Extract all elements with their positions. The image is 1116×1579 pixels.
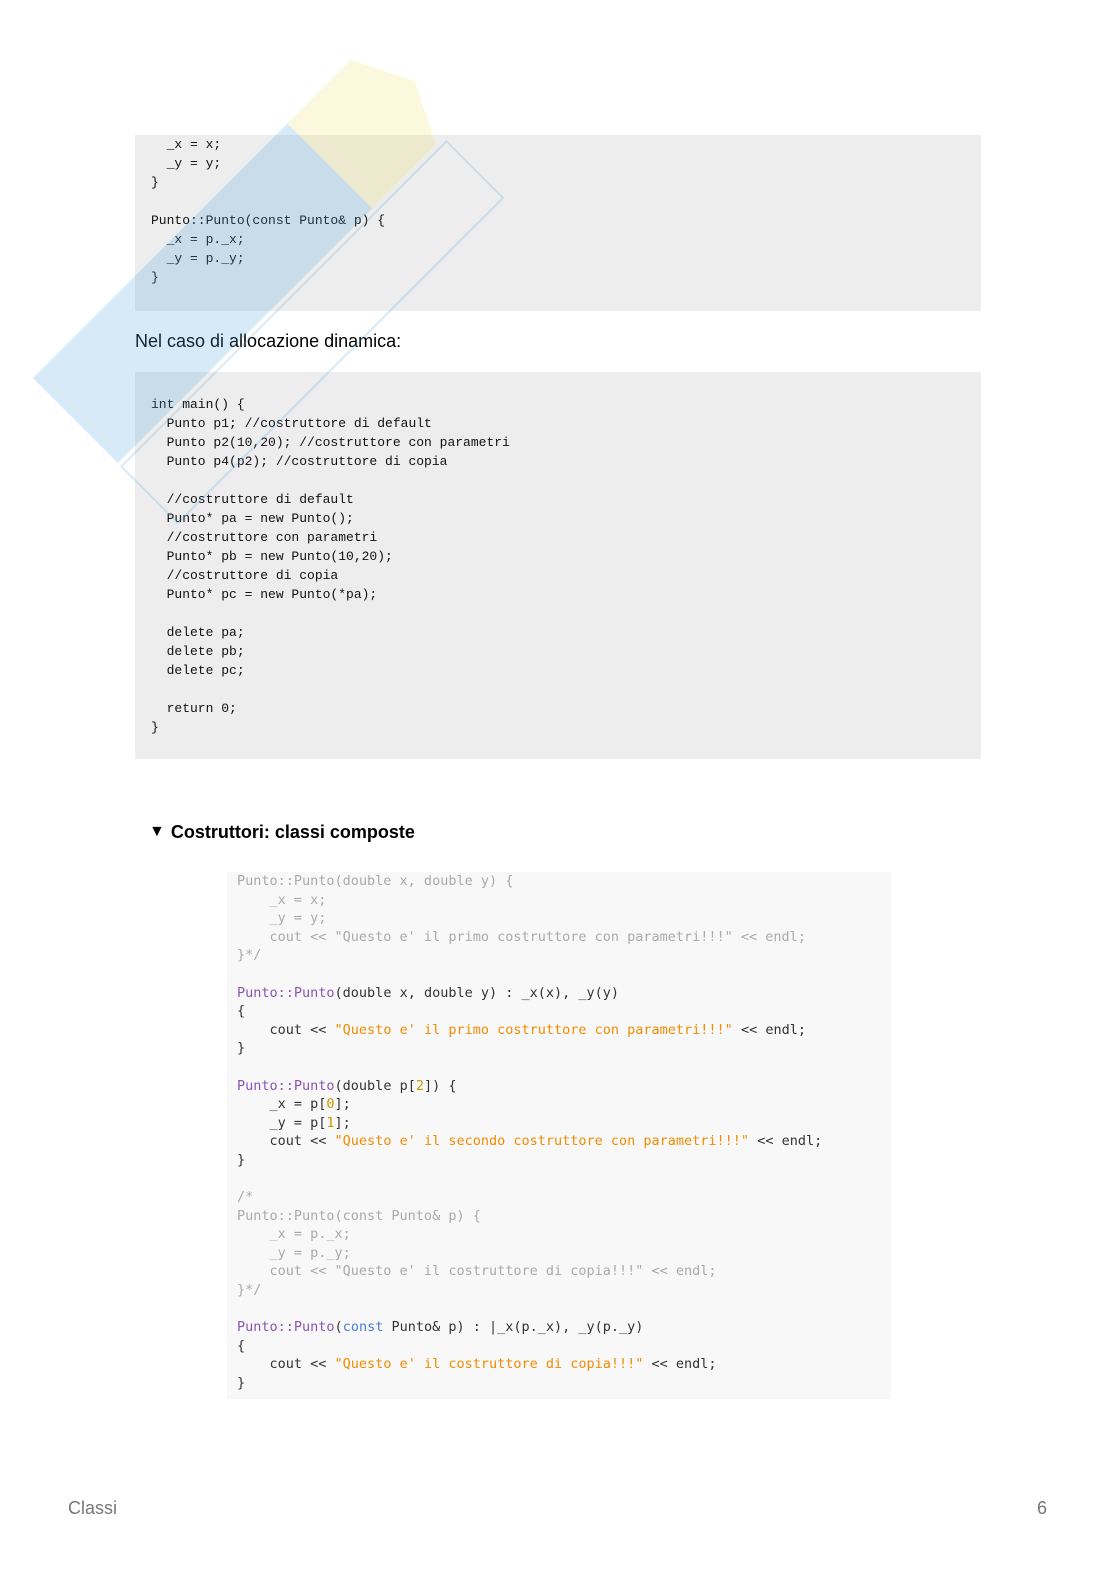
code-token: cout << — [237, 1356, 335, 1373]
code-line — [237, 1300, 891, 1319]
code-token: Punto::Punto — [237, 984, 335, 1001]
code-line: int main() { — [151, 397, 245, 412]
code-line — [237, 984, 891, 1003]
code-line: _y = y; — [237, 910, 327, 927]
code-line: _x = p._x; — [237, 1226, 351, 1243]
code-line — [237, 1021, 891, 1040]
triangle-down-icon[interactable]: ▼ — [149, 823, 165, 840]
code-line: _x = x; — [151, 137, 222, 152]
code-line — [237, 1077, 891, 1096]
code-token: ( — [334, 1319, 343, 1336]
code-line: _y = y; — [151, 156, 222, 171]
code-token: << endl; — [732, 1021, 806, 1038]
code-token: (double x, double y) : _x(x), _y(y) — [334, 984, 620, 1001]
code-token: << endl; — [749, 1133, 823, 1150]
code-line: } — [237, 1151, 246, 1168]
code-token: Punto::Punto — [237, 1077, 335, 1094]
code-number: 1 — [326, 1114, 335, 1131]
footer-title: Classi — [68, 1498, 118, 1518]
code-screenshot — [227, 872, 891, 1399]
toggle-heading[interactable] — [149, 820, 415, 844]
code-line: Punto* pa = new Punto(); — [151, 511, 354, 526]
code-line: cout << "Questo e' il primo costruttore con parametri!!!" << endl; — [237, 928, 806, 945]
code-block-main — [135, 372, 981, 759]
code-keyword: const — [342, 1319, 384, 1336]
code-line — [237, 965, 891, 984]
code-line: { — [237, 1337, 246, 1354]
code-line — [237, 1095, 891, 1114]
code-line: Punto p4(p2); //costruttore di copia — [151, 454, 448, 469]
code-line: } — [151, 175, 159, 190]
code-line: return 0; — [151, 701, 237, 716]
section-title: Costruttori: classi composte — [170, 822, 415, 842]
code-line — [151, 604, 981, 623]
code-line: Punto* pb = new Punto(10,20); — [151, 549, 393, 564]
code-line — [237, 1132, 891, 1151]
code-line: Punto::Punto(const Punto& p) { — [151, 213, 386, 228]
code-line: delete pb; — [151, 644, 245, 659]
code-token: ]) { — [423, 1077, 457, 1094]
code-string: "Questo e' il primo costruttore con parametri!!!" — [334, 1021, 733, 1038]
code-line: //costruttore di default — [151, 492, 354, 507]
code-line: } — [237, 1040, 246, 1057]
page-number: 6 — [1037, 1498, 1048, 1518]
code-line — [237, 1355, 891, 1374]
paragraph-dynamic-allocation: Nel caso di allocazione dinamica: — [135, 331, 402, 351]
code-token: (double p[ — [334, 1077, 416, 1094]
code-block-copy-constructor — [135, 135, 981, 311]
code-token: Punto& p) : |_x(p._x), _y(p._y) — [383, 1319, 644, 1336]
code-line: } — [151, 720, 159, 735]
code-string: "Questo e' il secondo costruttore con parametri!!!" — [334, 1133, 750, 1150]
code-token: << endl; — [643, 1356, 717, 1373]
code-token: Punto::Punto — [237, 1319, 335, 1336]
code-token: _y = p[ — [237, 1114, 327, 1131]
code-line — [237, 1170, 891, 1189]
code-line: } — [237, 1375, 246, 1392]
code-number: 0 — [326, 1096, 335, 1113]
code-line: //costruttore di copia — [151, 568, 339, 583]
code-line: }*/ — [237, 1282, 262, 1299]
code-line: }*/ — [237, 947, 262, 964]
code-line: Punto* pc = new Punto(*pa); — [151, 587, 378, 602]
code-line: Punto::Punto(double x, double y) { — [237, 873, 514, 889]
code-line: } — [151, 270, 159, 285]
code-line — [151, 680, 981, 699]
code-token: ]; — [334, 1096, 351, 1113]
code-line: cout << "Questo e' il costruttore di copia!!!" << endl; — [237, 1263, 717, 1280]
code-line: Punto::Punto(const Punto& p) { — [237, 1207, 481, 1224]
code-line: delete pa; — [151, 625, 245, 640]
code-token: ]; — [334, 1114, 351, 1131]
code-line — [151, 471, 981, 490]
code-line — [151, 192, 981, 211]
code-line: Punto p1; //costruttore di default — [151, 416, 432, 431]
code-token: cout << — [237, 1133, 335, 1150]
code-line: /* — [237, 1189, 254, 1206]
code-line — [237, 1058, 891, 1077]
code-token: cout << — [237, 1021, 335, 1038]
code-line: Punto p2(10,20); //costruttore con parametri — [151, 435, 510, 450]
code-string: "Questo e' il costruttore di copia!!!" — [334, 1356, 644, 1373]
code-line: delete pc; — [151, 663, 245, 678]
code-number: 2 — [415, 1077, 424, 1094]
code-token: _x = p[ — [237, 1096, 327, 1113]
code-line: _y = p._y; — [237, 1244, 351, 1261]
code-line: { — [237, 1003, 246, 1020]
code-line — [237, 1114, 891, 1133]
code-line: _x = p._x; — [151, 232, 245, 247]
code-line: _y = p._y; — [151, 251, 245, 266]
code-line — [237, 1318, 891, 1337]
code-line: //costruttore con parametri — [151, 530, 378, 545]
code-line: _x = x; — [237, 891, 327, 908]
